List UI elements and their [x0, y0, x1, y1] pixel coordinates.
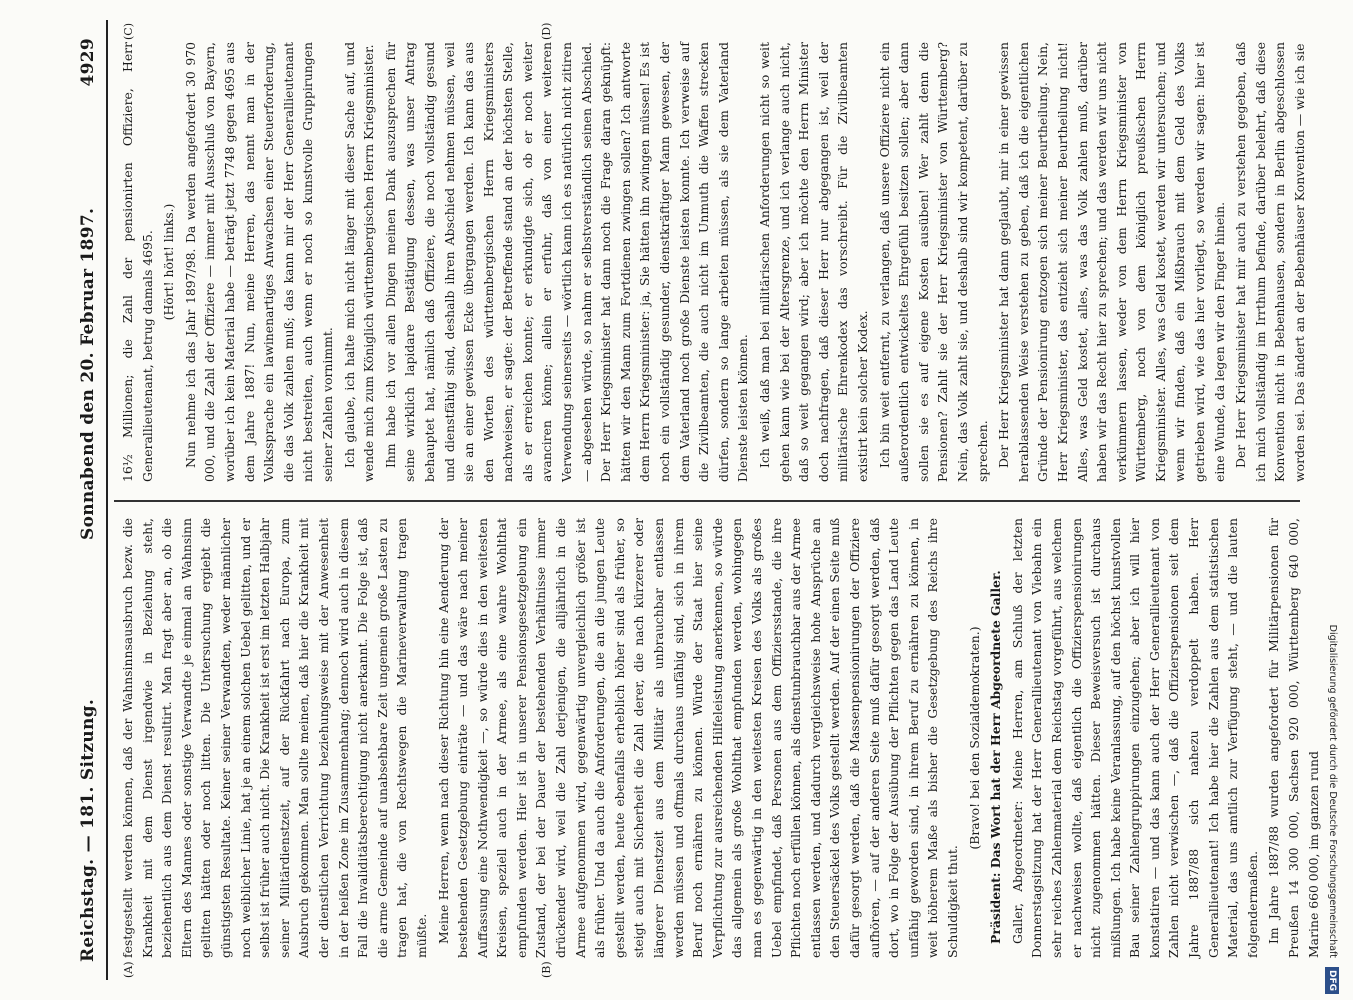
paragraph: Ihm habe ich vor allen Dingen meinen Dank auszusprechen für seine wirklich lapidare Bestätigung dessen, was unser Antrag behauptet hat, nämlich daß Offiziere, die noch vollständig gesund und dienstfähig sind, deshalb ihren Abschied nehmen müssen, weil sie an einer gewissen Ecke übergangen werden. Ich kann das aus den Worten des württembergischen Herrn Kriegsministers nachweisen; er sagte: der Betreffende stand an der höchsten Stelle, als er erreichen konnte; er erkundigte sich, ob er noch weiter avanciren könne; allein er erfuhr, daß von einer weiteren Verwendung seinerseits — wörtlich kann ich es natürlich nicht zitiren — abgesehen würde, so nahm er selbstverständlich seinen Abschied. Der Herr Kriegsminister hat dann noch die Frage daran geknüpft: hätten wir den Mann zum Fortdienen zwingen sollen? Ich antworte dem Herrn Kriegsminister: ja, Sie hätten ihn zwingen müssen! Es ist noch ein vollständig gesunder, dienstkräftiger Mann gewesen, der dem Vaterland noch große Dienste leisten konnte. Ich verweise auf die Zivilbeamten, die auch nicht im Unmuth die Waffen strecken dürfen, sondern so lange arbeiten müssen, als sie dem Vaterland Dienste leisten können. — [382, 42, 751, 482]
right-column — [118, 42, 1308, 482]
digitization-credit — [1320, 6, 1344, 994]
interjection: (Bravo! bei den Sozialdemokraten.) — [966, 626, 982, 850]
page-number: 4929 — [78, 38, 98, 87]
dfg-logo: DFG — [1325, 967, 1339, 994]
header-date: Sonnabend den 20. Februar 1897. — [78, 207, 98, 540]
column-divider — [114, 501, 1300, 503]
digitization-credit-strip — [1318, 6, 1346, 994]
left-column — [118, 518, 1321, 958]
paragraph: Meine Herren, wenn nach dieser Richtung hin eine Aenderung der bestehenden Gesetzgebung einträte — und das wäre nach meiner Auffassung eine Nothwendigkeit —, so würde dies in den weitesten Kreisen, speziell auch in der Armee, als eine wahre Wohlthat empfunden werden. Hier ist in unserer Pensionsgesetzgebung ein Zustand, der bei der Dauer der bestehenden Verhältnisse immer drückender wird, weil die Zahl derjenigen, die alljährlich in die Armee aufgenommen wird, gegenwärtig unvergleichlich größer ist als früher. Und da auch die Anforderungen, die an die jungen Leute gestellt werden, heute ebenfalls erheblich höher sind als früher, so steigt auch mit Sicherheit die Zahl derer, die nach kürzerer oder längerer Dienstzeit aus dem Militär als unbrauchbar entlassen werden müssen und oftmals durchaus unfähig sind, sich in ihrem Beruf noch ernähren zu können. Würde der Staat hier seine Verpflichtung zur ausreichenden Hilfeleistung anerkennen, so würde das allgemein als große Wohlthat empfunden werden, wohingegen man es gegenwärtig in den weitesten Kreisen des Volks als großes Uebel empfindet, daß Personen aus dem Offiziersstande, die ihre Pflichten noch erfüllen können, als dienstunbrauchbar aus der Armee entlassen werden, und dadurch vergleichsweise hohe Ansprüche an den Steuersäckel des Volks gestellt werden. Auf der einen Seite muß dafür gesorgt werden, daß die Massenpensionirungen der Offiziere aufhören, — auf der anderen Seite muß dafür gesorgt werden, daß dort, wo in Folge der Ausübung der Pflichten gegen das Land Leute unfähig geworden sind, in ihrem Beruf zu ernähren zu können, in weit höherem Maße als bisher die Gesetzgebung des Reichs ihre Schuldigkeit thut. — [435, 518, 960, 958]
margin-marker-a: (A) — [122, 961, 135, 978]
paragraph: festgestellt werden können, daß der Wahnsinnsausbruch bezw. die Krankheit mit dem Dienst irgendwie in Beziehung steht, beziehentlich aus dem Dienst resultirt. Man fragt aber an, ob die Eltern des Mannes oder sonstige Verwandte je einmal an Wahnsinn gelitten hätten oder noch litten. Die Untersuchung ergiebt die günstigsten Resultate. Keiner seiner Verwandten, weder männlicher noch weiblicher Linie, hat je an einem solchen Uebel gelitten, und er selbst ist früher auch nicht. Die Krankheit ist erst im letzten Halbjahr seiner Militärdienstzeit, auf der Rückfahrt nach Europa, zum Ausbruch gekommen. Man sollte meinen, daß hier die Krankheit mit der dienstlichen Verrichtung beziehungsweise mit der Anwesenheit in der heißen Zone im Zusammenhang; dennoch wird auch in diesem Fall die Invaliditätsberechtigung nicht anerkannt. Die Folge ist, daß die arme Gemeinde auf unabsehbare Zeit ungemein große Lasten zu tragen hat, die von Rechtswegen die Marineverwaltung tragen müßte. — [120, 518, 429, 958]
credit-text: Digitalisierung gefördert durch die Deutsche Forschungsgemeinschaft — [1327, 624, 1338, 958]
speaker-line: Präsident: Das Wort hat der Herr Abgeordnete Galler. — [988, 570, 1004, 944]
header-rule — [106, 20, 108, 980]
paragraph: Der Herr Kriegsminister hat mir auch zu verstehen gegeben, daß ich mich vollständig im Irrthum befinde, darüber belehrt, daß diese Konvention nicht in Bebenhausen, sondern in Berlin abgeschlossen worden sei. Das ändert an der Bebenhäuser Konvention — wie ich sie — [1233, 42, 1308, 482]
page-header — [70, 20, 110, 980]
paragraph: Nun nehme ich das Jahr 1897/98. Da werden angefordert 30 970 000, und die Zahl der Offiziere — immer mit Ausschluß von Bayern, worüber ich kein Material habe — beträgt jetzt 7748 gegen 4695 aus dem Jahre 1887! Nun, meine Herren, das nennt man in der Volkssprache ein lawinenartiges Anwachsen einer Steuerforderung, die das Volk zahlen muß; das kann mir der Herr Generallieutenant nicht bestreiten, auch wenn er noch so kunstvolle Gruppirungen seiner Zahlen vornimmt. — [182, 42, 335, 482]
paragraph: Der Herr Kriegsminister hat dann geglaubt, mir in einer gewissen herablassenden Weise verstehen zu geben, daß ich die eigentlichen Gründe der Pensionirung entzogen sich meiner Beurtheilung. Nein, Herr Kriegsminister, das entzieht sich meiner Beurtheilung nicht! Alles, was Geld kostet, alles, was das Volk zahlen muß, darüber haben wir das Recht hier zu sprechen; und das werden wir uns nicht verkümmern lassen, weder von dem Herrn Kriegsminister von Württemberg, noch von dem königlich preußischen Herrn Kriegsminister. Alles, was Geld kostet, werden wir untersuchen; und wenn wir finden, daß ein Mißbrauch mit dem Geld des Volks getrieben wird, wie das hier vorliegt, so werden wir sagen: hier ist eine Wunde, da legen wir den Finger hinein. — [996, 42, 1227, 482]
header-left: Reichstag. — 181. Sitzung. — [78, 698, 98, 962]
paragraph: 16½ Millionen; die Zahl der pensionirten Offiziere, Herr Generallieutenant, betrug damals 4695. — [120, 42, 155, 482]
paragraph: Ich bin weit entfernt, zu verlangen, daß unsere Offiziere nicht ein außerordentlich entwickeltes Ehrgefühl besitzen sollen; aber dann sollen sie es auf eigene Kosten ausüben! Wer zahlt denn die Pensionen? Zahlt sie der Herr Kriegsminister von Württemberg? Nein, das Volk zahlt sie, und deshalb sind wir kompetent, darüber zu sprechen. — [876, 42, 990, 482]
interjection: (Hört! hört! links.) — [161, 203, 177, 321]
margin-marker-c: (C) — [122, 23, 135, 40]
paragraph: Ich glaube, ich halte mich nicht länger mit dieser Sache auf, und wende mich zum Königlich württembergischen Herrn Kriegsminister. — [341, 42, 377, 482]
margin-marker-b: (B) — [540, 961, 553, 978]
rotated-page-content — [70, 20, 1321, 980]
paragraph: Im Jahre 1887/88 wurden angefordert für Militärpensionen für Preußen 14 300 000, Sachsen 920 000, Württemberg 640 000, Marine 660 000, im ganzen rund — [1266, 518, 1321, 958]
paragraph: Ich weiß, daß man bei militärischen Anforderungen nicht so weit gehen kann wie bei der Altersgrenze, und ich verlange auch nicht, daß so weit gegangen wird; aber ich möchte den Herrn Minister doch nachfragen, daß dieser Herr nur abgegangen ist, weil der militärische Ehrenkodex das vorschreibt. Für die Zivilbeamten existirt kein solcher Kodex. — [757, 42, 870, 482]
paragraph: Galler, Abgeordneter: Meine Herren, am Schluß der letzten Donnerstagsitzung hat der Herr Generallieutenant von Viebahn ein sehr reiches Zahlenmaterial dem Reichstag vorgeführt, aus welchem er nachweisen wollte, daß eigentlich die Offizierspensionirungen nicht zugenommen hätten. Dieser Beweisversuch ist durchaus mißlungen. Ich habe keine Veranlassung, auf den höchst kunstvollen Bau seiner Zahlengruppirungen einzugehen; aber ich will hier konstatiren — und das kann auch der Herr Generallieutenant von Zahlen nicht verwischen —, daß die Offizierspensionen seit dem Jahre 1887/88 sich nahezu verdoppelt haben. Herr Generallieutenant! Ich habe hier die Zahlen aus dem statistischen Material, das uns amtlich zur Verfügung steht, — und die lauten folgendermaßen. — [1009, 518, 1260, 958]
margin-marker-d: (D) — [540, 22, 553, 40]
